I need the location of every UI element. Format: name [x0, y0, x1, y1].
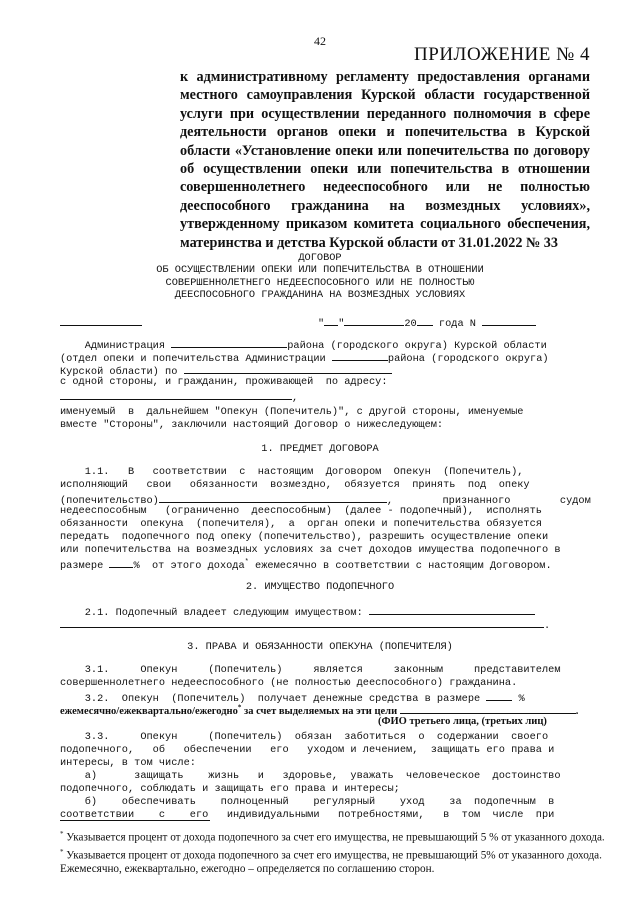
page-number: 42: [314, 34, 326, 48]
paragraph-line: 3.2. Опекун (Попечитель) получает денежные средства в размере %: [60, 690, 525, 705]
paragraph-line: .: [60, 617, 550, 632]
preamble-line: Администрация района (городского округа) Курской области: [60, 337, 547, 352]
document-title-line: ОБ ОСУЩЕСТВЛЕНИИ ОПЕКИ ИЛИ ПОПЕЧИТЕЛЬСТВА В ОТНОШЕНИИ: [156, 264, 484, 277]
appendix-line: совершеннолетнего недееспособного или не полностью: [180, 179, 590, 196]
preamble-line: ,: [60, 389, 298, 404]
preamble-line: Курской области) по: [60, 363, 392, 378]
paragraph-line: а) защищать жизнь и здоровье, уважать человеческое достоинство: [60, 770, 561, 782]
appendix-line: местного самоуправления Курской области государственной: [180, 87, 590, 104]
paragraph-line: размере % от этого дохода* ежемесячно в соответствии с настоящим Договором.: [60, 558, 552, 572]
day-blank: [324, 315, 338, 326]
appendix-line: утвержденному приказом комитета социального обеспечения,: [180, 216, 590, 233]
date-line: " " 20 года N: [318, 315, 536, 330]
paragraph-line: 3.1. Опекун (Попечитель) является законным представителем: [60, 664, 561, 676]
footnote-2: * Указывается процент от дохода подопечного за счет его имущества, не превышающий 5% от указанного дохода. Ежемесячно, ежеквартально, ежегодно – определяется по соглашению сторон.: [60, 848, 602, 876]
paragraph-line: недееспособным (ограниченно дееспособным) (далее - подопечный), исполнять: [60, 505, 542, 517]
preamble-line: (отдел опеки и попечительства Администрации района (городского округа): [60, 350, 549, 365]
paragraph-line: обязанности опекуна (попечителя), а орган опеки и попечительства обязуется: [60, 518, 542, 530]
appendix-line: услуги при осуществлении переданного полномочия в сфере: [180, 105, 590, 122]
appendix-line: деятельности органов опеки и попечительства в Курской: [180, 124, 590, 141]
section-heading: 3. ПРАВА И ОБЯЗАННОСТИ ОПЕКУНА (ПОПЕЧИТЕЛЯ): [187, 641, 453, 653]
appendix-line: области «Установление опеки или попечительства по договору: [180, 142, 590, 159]
paragraph-line: б) обеспечивать полноценный регулярный уход за подопечным в: [60, 796, 555, 808]
appendix-title: ПРИЛОЖЕНИЕ № 4: [414, 44, 590, 65]
month-blank: [344, 315, 404, 326]
paragraph-line: или попечительства на возмездных условиях за счет доходов имущества подопечного в: [60, 544, 561, 556]
paragraph-line: ежемесячно/ежеквартально/ежегодно* за счет выделяемых на эти цели .: [60, 703, 579, 717]
appendix-line: дееспособного гражданина на возмездных условиях»,: [180, 197, 590, 214]
place-line: [60, 315, 142, 330]
paragraph-line: передать подопечного под опеку (попечительство), разрешить осуществление опеки: [60, 531, 549, 543]
paragraph-line: (попечительство) , признанного судом: [60, 492, 591, 507]
document-title-line: ДОГОВОР: [298, 252, 342, 264]
appendix-description: [180, 68, 590, 252]
paragraph-line: 3.3. Опекун (Попечитель) обязан заботиться о содержании своего: [60, 731, 549, 743]
paragraph-line: подопечного, соблюдать и защищать его права и интересы;: [60, 783, 400, 795]
appendix-line: к административному регламенту предоставления органами: [180, 69, 590, 85]
paragraph-line: соответствии с его индивидуальными потребностями, в том числе при: [60, 809, 555, 821]
preamble-line: вместе "Стороны", заключили настоящий Договор о нижеследующем:: [60, 419, 444, 431]
year-blank: [417, 315, 433, 326]
paragraph-line: подопечного, об обеспечении его уходом и лечением, защищать его права и: [60, 744, 555, 756]
footnote-1: * Указывается процент от дохода подопечного за счет его имущества, не превышающий 5 % от указанного дохода.: [60, 830, 605, 844]
paragraph-line: совершеннолетнего недееспособного (не полностью дееспособного) гражданина.: [60, 677, 518, 689]
section-heading: 1. ПРЕДМЕТ ДОГОВОРА: [261, 443, 379, 455]
paragraph-line: 1.1. В соответствии с настоящим Договором Опекун (Попечитель),: [60, 466, 524, 478]
place-blank: [60, 315, 142, 326]
number-blank: [482, 315, 536, 326]
appendix-line: материнства и детства Курской области от 31.01.2022 № 33: [180, 234, 558, 251]
preamble-line: именуемый в дальнейшем "Опекун (Попечитель)", с другой стороны, именуемые: [60, 406, 524, 418]
section-heading: 2. ИМУЩЕСТВО ПОДОПЕЧНОГО: [245, 581, 395, 593]
document-title: [0, 252, 640, 302]
paragraph-line: интересы, в том числе:: [60, 757, 196, 769]
appendix-line: об осуществлении опеки или попечительства в отношении: [180, 161, 590, 178]
document-title-line: СОВЕРШЕННОЛЕТНЕГО НЕДЕЕСПОСОБНОГО ИЛИ НЕ ПОЛНОСТЬЮ: [165, 276, 475, 289]
footnote-divider: [60, 820, 210, 821]
document-title-line: ДЕЕСПОСОБНОГО ГРАЖДАНИНА НА ВОЗМЕЗДНЫХ УСЛОВИЯХ: [174, 289, 466, 302]
paragraph-line: 2.1. Подопечный владеет следующим имуществом:: [60, 604, 535, 619]
paragraph-line: (ФИО третьего лица, (третьих лиц): [378, 716, 547, 727]
paragraph-line: исполняющий свои обязанности возмездно, обязуется принять под опеку: [60, 479, 530, 491]
preamble-line: с одной стороны, и гражданин, проживающей по адресу:: [60, 376, 388, 388]
